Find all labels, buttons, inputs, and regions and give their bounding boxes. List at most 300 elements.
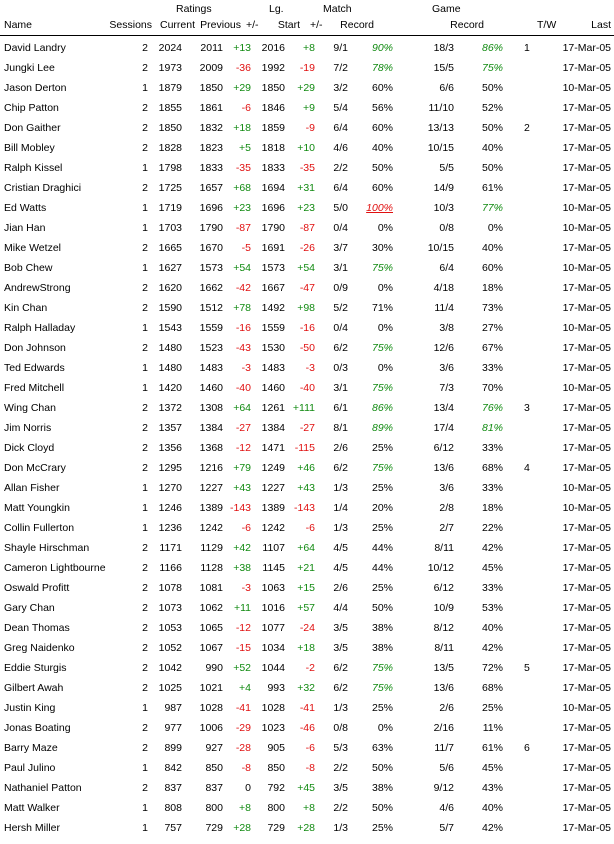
- league-change: +43: [297, 482, 315, 494]
- table-row: [0, 698, 614, 718]
- league-change: +31: [297, 182, 315, 194]
- player-name: Kin Chan: [4, 302, 48, 314]
- rating-change: -87: [235, 222, 251, 234]
- rating-change: -16: [235, 322, 251, 334]
- game-record: 13/6: [433, 462, 454, 474]
- current-rating: 1828: [158, 142, 182, 154]
- match-percent: 75%: [371, 682, 393, 694]
- rating-change: 0: [245, 782, 251, 794]
- table-row: [0, 518, 614, 538]
- sessions-count: 1: [142, 202, 148, 214]
- header-match-record: Record: [340, 19, 374, 31]
- header-lg: Lg.: [269, 3, 284, 15]
- league-change: -16: [299, 322, 315, 334]
- header-game-record: Record: [450, 19, 484, 31]
- last-played: 10-Mar-05: [562, 482, 611, 494]
- game-record: 2/6: [439, 702, 454, 714]
- match-record: 6/4: [333, 122, 348, 134]
- last-played: 10-Mar-05: [562, 82, 611, 94]
- match-record: 9/1: [333, 42, 348, 54]
- current-rating: 1166: [159, 562, 182, 574]
- previous-rating: 1832: [199, 122, 223, 134]
- sessions-count: 2: [142, 602, 148, 614]
- table-row: [0, 778, 614, 798]
- current-rating: 842: [164, 762, 182, 774]
- last-played: 10-Mar-05: [562, 222, 611, 234]
- tournament-win: 6: [524, 742, 530, 754]
- match-record: 8/1: [333, 422, 348, 434]
- last-played: 17-Mar-05: [562, 142, 611, 154]
- rating-change: +64: [233, 402, 251, 414]
- rating-change: +43: [233, 482, 251, 494]
- previous-rating: 1028: [199, 702, 223, 714]
- game-percent: 40%: [481, 142, 503, 154]
- league-change: -50: [299, 342, 315, 354]
- player-name: Barry Maze: [4, 742, 58, 754]
- player-name: Ralph Kissel: [4, 162, 63, 174]
- sessions-count: 1: [142, 702, 148, 714]
- game-percent: 25%: [481, 702, 503, 714]
- table-row: [0, 158, 614, 178]
- header-rule: [0, 35, 614, 36]
- tournament-win: 2: [524, 122, 530, 134]
- league-change: -40: [299, 382, 315, 394]
- table-row: [0, 258, 614, 278]
- league-start-rating: 1034: [261, 642, 285, 654]
- previous-rating: 837: [205, 782, 223, 794]
- player-name: Hersh Miller: [4, 822, 61, 834]
- previous-rating: 1006: [199, 722, 223, 734]
- rating-change: -29: [235, 722, 251, 734]
- rating-change: -42: [235, 282, 251, 294]
- match-record: 1/3: [333, 822, 348, 834]
- match-percent: 44%: [371, 542, 393, 554]
- table-row: [0, 718, 614, 738]
- player-name: Dick Cloyd: [4, 442, 55, 454]
- league-start-rating: 729: [267, 822, 285, 834]
- rating-change: +18: [233, 122, 251, 134]
- game-percent: 40%: [481, 242, 503, 254]
- table-row: [0, 798, 614, 818]
- match-percent: 50%: [371, 162, 393, 174]
- ratings-table-body: [0, 38, 614, 838]
- sessions-count: 1: [142, 222, 148, 234]
- header-plusminus-rating: +/-: [246, 19, 259, 31]
- last-played: 17-Mar-05: [562, 62, 611, 74]
- tournament-win: 1: [524, 42, 530, 54]
- rating-change: -15: [235, 642, 251, 654]
- league-change: +8: [303, 802, 315, 814]
- last-played: 17-Mar-05: [562, 102, 611, 114]
- rating-change: +42: [233, 542, 251, 554]
- match-record: 2/2: [333, 162, 348, 174]
- previous-rating: 1657: [199, 182, 223, 194]
- rating-change: +5: [239, 142, 251, 154]
- match-record: 0/3: [333, 362, 348, 374]
- match-record: 0/9: [333, 282, 348, 294]
- last-played: 17-Mar-05: [562, 462, 611, 474]
- game-record: 11/10: [428, 102, 454, 114]
- league-change: +98: [297, 302, 315, 314]
- sessions-count: 2: [142, 302, 148, 314]
- previous-rating: 1065: [199, 622, 223, 634]
- match-percent: 44%: [371, 562, 393, 574]
- game-percent: 45%: [481, 762, 503, 774]
- table-row: [0, 198, 614, 218]
- league-change: -87: [299, 222, 315, 234]
- player-name: Oswald Profitt: [4, 582, 70, 594]
- match-percent: 63%: [371, 742, 393, 754]
- league-change: +18: [297, 642, 315, 654]
- rating-change: -6: [241, 522, 251, 534]
- game-record: 13/13: [427, 122, 454, 134]
- rating-change: +28: [233, 822, 251, 834]
- league-start-rating: 1389: [261, 502, 285, 514]
- last-played: 17-Mar-05: [562, 442, 611, 454]
- table-row: [0, 358, 614, 378]
- match-record: 3/2: [333, 82, 348, 94]
- table-row: [0, 338, 614, 358]
- last-played: 10-Mar-05: [562, 202, 611, 214]
- game-percent: 50%: [481, 162, 503, 174]
- player-name: Don McCrary: [4, 462, 66, 474]
- sessions-count: 2: [142, 642, 148, 654]
- last-played: 17-Mar-05: [562, 122, 611, 134]
- last-played: 17-Mar-05: [562, 242, 611, 254]
- previous-rating: 1483: [199, 362, 223, 374]
- table-row: [0, 458, 614, 478]
- match-percent: 60%: [371, 122, 393, 134]
- sessions-count: 2: [142, 662, 148, 674]
- game-percent: 42%: [481, 642, 503, 654]
- league-start-rating: 1667: [261, 282, 285, 294]
- game-record: 2/16: [433, 722, 454, 734]
- player-name: Nathaniel Patton: [4, 782, 82, 794]
- current-rating: 1480: [158, 362, 182, 374]
- league-change: -8: [305, 762, 315, 774]
- league-start-rating: 1028: [261, 702, 285, 714]
- match-percent: 75%: [371, 262, 393, 274]
- match-record: 1/3: [333, 482, 348, 494]
- previous-rating: 850: [205, 762, 223, 774]
- player-name: Cristian Draghici: [4, 182, 82, 194]
- current-rating: 987: [164, 702, 182, 714]
- match-percent: 89%: [371, 422, 393, 434]
- previous-rating: 990: [205, 662, 223, 674]
- league-start-rating: 2016: [261, 42, 285, 54]
- current-rating: 1356: [158, 442, 182, 454]
- rating-change: -28: [235, 742, 251, 754]
- last-played: 17-Mar-05: [562, 642, 611, 654]
- current-rating: 1357: [158, 422, 182, 434]
- match-percent: 20%: [371, 502, 393, 514]
- current-rating: 1850: [158, 122, 182, 134]
- previous-rating: 1128: [200, 562, 223, 574]
- last-played: 17-Mar-05: [562, 422, 611, 434]
- game-record: 10/12: [427, 562, 454, 574]
- current-rating: 1798: [158, 162, 182, 174]
- game-percent: 72%: [481, 662, 503, 674]
- table-row: [0, 118, 614, 138]
- league-change: -6: [305, 522, 315, 534]
- game-record: 0/8: [439, 222, 454, 234]
- last-played: 17-Mar-05: [562, 762, 611, 774]
- player-name: Jian Han: [4, 222, 46, 234]
- table-row: [0, 658, 614, 678]
- current-rating: 899: [164, 742, 182, 754]
- league-start-rating: 905: [267, 742, 285, 754]
- game-percent: 68%: [481, 682, 503, 694]
- league-change: +57: [297, 602, 315, 614]
- game-record: 8/12: [433, 622, 454, 634]
- header-previous: Previous: [200, 19, 241, 31]
- game-record: 8/11: [434, 542, 454, 554]
- game-record: 10/9: [433, 602, 454, 614]
- game-percent: 42%: [481, 822, 503, 834]
- player-name: Jonas Boating: [4, 722, 71, 734]
- sessions-count: 2: [142, 342, 148, 354]
- league-change: +46: [297, 462, 315, 474]
- current-rating: 1719: [158, 202, 182, 214]
- table-row: [0, 818, 614, 838]
- game-percent: 40%: [481, 802, 503, 814]
- rating-change: +38: [233, 562, 251, 574]
- sessions-count: 2: [142, 442, 148, 454]
- sessions-count: 2: [142, 722, 148, 734]
- sessions-count: 2: [142, 42, 148, 54]
- last-played: 17-Mar-05: [562, 782, 611, 794]
- player-name: Collin Fullerton: [4, 522, 75, 534]
- player-name: Ed Watts: [4, 202, 47, 214]
- game-record: 2/8: [439, 502, 454, 514]
- current-rating: 1665: [158, 242, 182, 254]
- game-record: 5/6: [439, 762, 454, 774]
- last-played: 17-Mar-05: [562, 622, 611, 634]
- previous-rating: 1512: [199, 302, 223, 314]
- player-name: Justin King: [4, 702, 56, 714]
- table-row: [0, 398, 614, 418]
- sessions-count: 1: [142, 482, 148, 494]
- game-percent: 53%: [481, 602, 503, 614]
- game-percent: 33%: [481, 442, 503, 454]
- player-name: Fred Mitchell: [4, 382, 65, 394]
- league-start-rating: 1227: [261, 482, 285, 494]
- rating-change: -12: [235, 442, 251, 454]
- league-start-rating: 1077: [261, 622, 285, 634]
- previous-rating: 1389: [199, 502, 223, 514]
- match-record: 4/5: [333, 562, 348, 574]
- player-name: Matt Youngkin: [4, 502, 70, 514]
- game-record: 6/6: [439, 82, 454, 94]
- sessions-count: 2: [142, 582, 148, 594]
- rating-change: +52: [233, 662, 251, 674]
- match-percent: 25%: [371, 482, 393, 494]
- game-percent: 50%: [481, 82, 503, 94]
- match-percent: 25%: [371, 522, 393, 534]
- table-row: [0, 278, 614, 298]
- previous-rating: 1021: [199, 682, 223, 694]
- previous-rating: 1384: [199, 422, 223, 434]
- header-name: Name: [4, 19, 33, 31]
- table-row: [0, 378, 614, 398]
- game-percent: 52%: [481, 102, 503, 114]
- previous-rating: 1790: [199, 222, 223, 234]
- last-played: 17-Mar-05: [562, 822, 611, 834]
- rating-change: +54: [233, 262, 251, 274]
- league-start-rating: 1790: [261, 222, 285, 234]
- table-row: [0, 538, 614, 558]
- league-change: +21: [297, 562, 315, 574]
- current-rating: 1073: [158, 602, 182, 614]
- game-record: 8/11: [434, 642, 454, 654]
- player-name: Chip Patton: [4, 102, 59, 114]
- sessions-count: 2: [142, 562, 148, 574]
- current-rating: 977: [164, 722, 182, 734]
- rating-change: +78: [233, 302, 251, 314]
- game-percent: 33%: [481, 362, 503, 374]
- player-name: Cameron Lightbourne: [4, 562, 106, 574]
- last-played: 17-Mar-05: [562, 362, 611, 374]
- game-percent: 61%: [481, 182, 503, 194]
- league-start-rating: 993: [267, 682, 285, 694]
- match-percent: 0%: [377, 322, 393, 334]
- rating-change: -8: [241, 762, 251, 774]
- match-record: 0/8: [333, 722, 348, 734]
- previous-rating: 1460: [199, 382, 223, 394]
- match-percent: 50%: [371, 602, 393, 614]
- current-rating: 808: [164, 802, 182, 814]
- league-change: -115: [294, 442, 315, 454]
- league-start-rating: 1859: [261, 122, 285, 134]
- match-record: 5/4: [333, 102, 348, 114]
- sessions-count: 2: [142, 282, 148, 294]
- match-percent: 50%: [371, 802, 393, 814]
- current-rating: 1420: [158, 382, 182, 394]
- league-change: +10: [297, 142, 315, 154]
- header-sessions: Sessions: [109, 19, 152, 31]
- last-played: 17-Mar-05: [562, 342, 611, 354]
- previous-rating: 1242: [199, 522, 223, 534]
- last-played: 17-Mar-05: [562, 522, 611, 534]
- player-name: Jim Norris: [4, 422, 52, 434]
- current-rating: 1053: [158, 622, 182, 634]
- match-percent: 0%: [377, 362, 393, 374]
- table-row: [0, 138, 614, 158]
- player-name: Don Gaither: [4, 122, 61, 134]
- player-name: Matt Walker: [4, 802, 60, 814]
- sessions-count: 2: [142, 422, 148, 434]
- sessions-count: 2: [142, 682, 148, 694]
- previous-rating: 2011: [200, 42, 223, 54]
- table-row: [0, 578, 614, 598]
- match-record: 1/4: [333, 502, 348, 514]
- player-name: Ralph Halladay: [4, 322, 76, 334]
- game-record: 12/6: [433, 342, 454, 354]
- game-record: 5/5: [439, 162, 454, 174]
- current-rating: 1042: [158, 662, 182, 674]
- sessions-count: 1: [142, 822, 148, 834]
- current-rating: 2024: [158, 42, 182, 54]
- league-start-rating: 1016: [261, 602, 285, 614]
- rating-change: -43: [235, 342, 251, 354]
- current-rating: 1620: [158, 282, 182, 294]
- league-change: -9: [305, 122, 315, 134]
- player-name: Greg Naidenko: [4, 642, 75, 654]
- match-percent: 38%: [371, 622, 393, 634]
- table-row: [0, 498, 614, 518]
- last-played: 17-Mar-05: [562, 722, 611, 734]
- match-record: 2/6: [333, 582, 348, 594]
- game-record: 6/12: [433, 442, 454, 454]
- table-row: [0, 318, 614, 338]
- league-start-rating: 1573: [261, 262, 285, 274]
- current-rating: 1171: [159, 542, 182, 554]
- league-change: -6: [305, 742, 315, 754]
- tournament-win: 3: [524, 402, 530, 414]
- league-start-rating: 1833: [261, 162, 285, 174]
- league-change: -3: [305, 362, 315, 374]
- match-percent: 56%: [371, 102, 393, 114]
- current-rating: 1973: [158, 62, 182, 74]
- header-match: Match: [323, 3, 352, 15]
- current-rating: 1627: [158, 262, 182, 274]
- match-percent: 25%: [371, 702, 393, 714]
- header-last: Last: [591, 19, 611, 31]
- game-record: 6/12: [433, 582, 454, 594]
- league-start-rating: 850: [267, 762, 285, 774]
- last-played: 17-Mar-05: [562, 802, 611, 814]
- player-name: Gilbert Awah: [4, 682, 64, 694]
- table-row: [0, 758, 614, 778]
- match-record: 2/6: [333, 442, 348, 454]
- sessions-count: 1: [142, 502, 148, 514]
- sessions-count: 2: [142, 122, 148, 134]
- previous-rating: 1559: [199, 322, 223, 334]
- game-percent: 77%: [481, 202, 503, 214]
- league-start-rating: 1559: [261, 322, 285, 334]
- sessions-count: 2: [142, 402, 148, 414]
- current-rating: 1270: [158, 482, 182, 494]
- player-name: Shayle Hirschman: [4, 542, 90, 554]
- game-percent: 33%: [481, 582, 503, 594]
- match-percent: 75%: [371, 462, 393, 474]
- player-name: Jungki Lee: [4, 62, 55, 74]
- game-record: 10/15: [427, 242, 454, 254]
- last-played: 17-Mar-05: [562, 602, 611, 614]
- current-rating: 1480: [158, 342, 182, 354]
- match-percent: 75%: [371, 382, 393, 394]
- match-record: 4/5: [333, 542, 348, 554]
- league-start-rating: 1850: [261, 82, 285, 94]
- match-record: 2/2: [333, 802, 348, 814]
- player-name: Bill Mobley: [4, 142, 55, 154]
- sessions-count: 1: [142, 362, 148, 374]
- game-percent: 18%: [481, 282, 503, 294]
- match-record: 1/3: [333, 702, 348, 714]
- previous-rating: 2009: [199, 62, 223, 74]
- match-percent: 38%: [371, 642, 393, 654]
- previous-rating: 1216: [199, 462, 223, 474]
- match-record: 6/2: [333, 682, 348, 694]
- player-name: Eddie Sturgis: [4, 662, 67, 674]
- league-change: -2: [305, 662, 315, 674]
- game-record: 7/3: [439, 382, 454, 394]
- rating-change: +29: [233, 82, 251, 94]
- sessions-count: 1: [142, 162, 148, 174]
- match-record: 6/1: [333, 402, 348, 414]
- previous-rating: 800: [205, 802, 223, 814]
- match-record: 3/5: [333, 642, 348, 654]
